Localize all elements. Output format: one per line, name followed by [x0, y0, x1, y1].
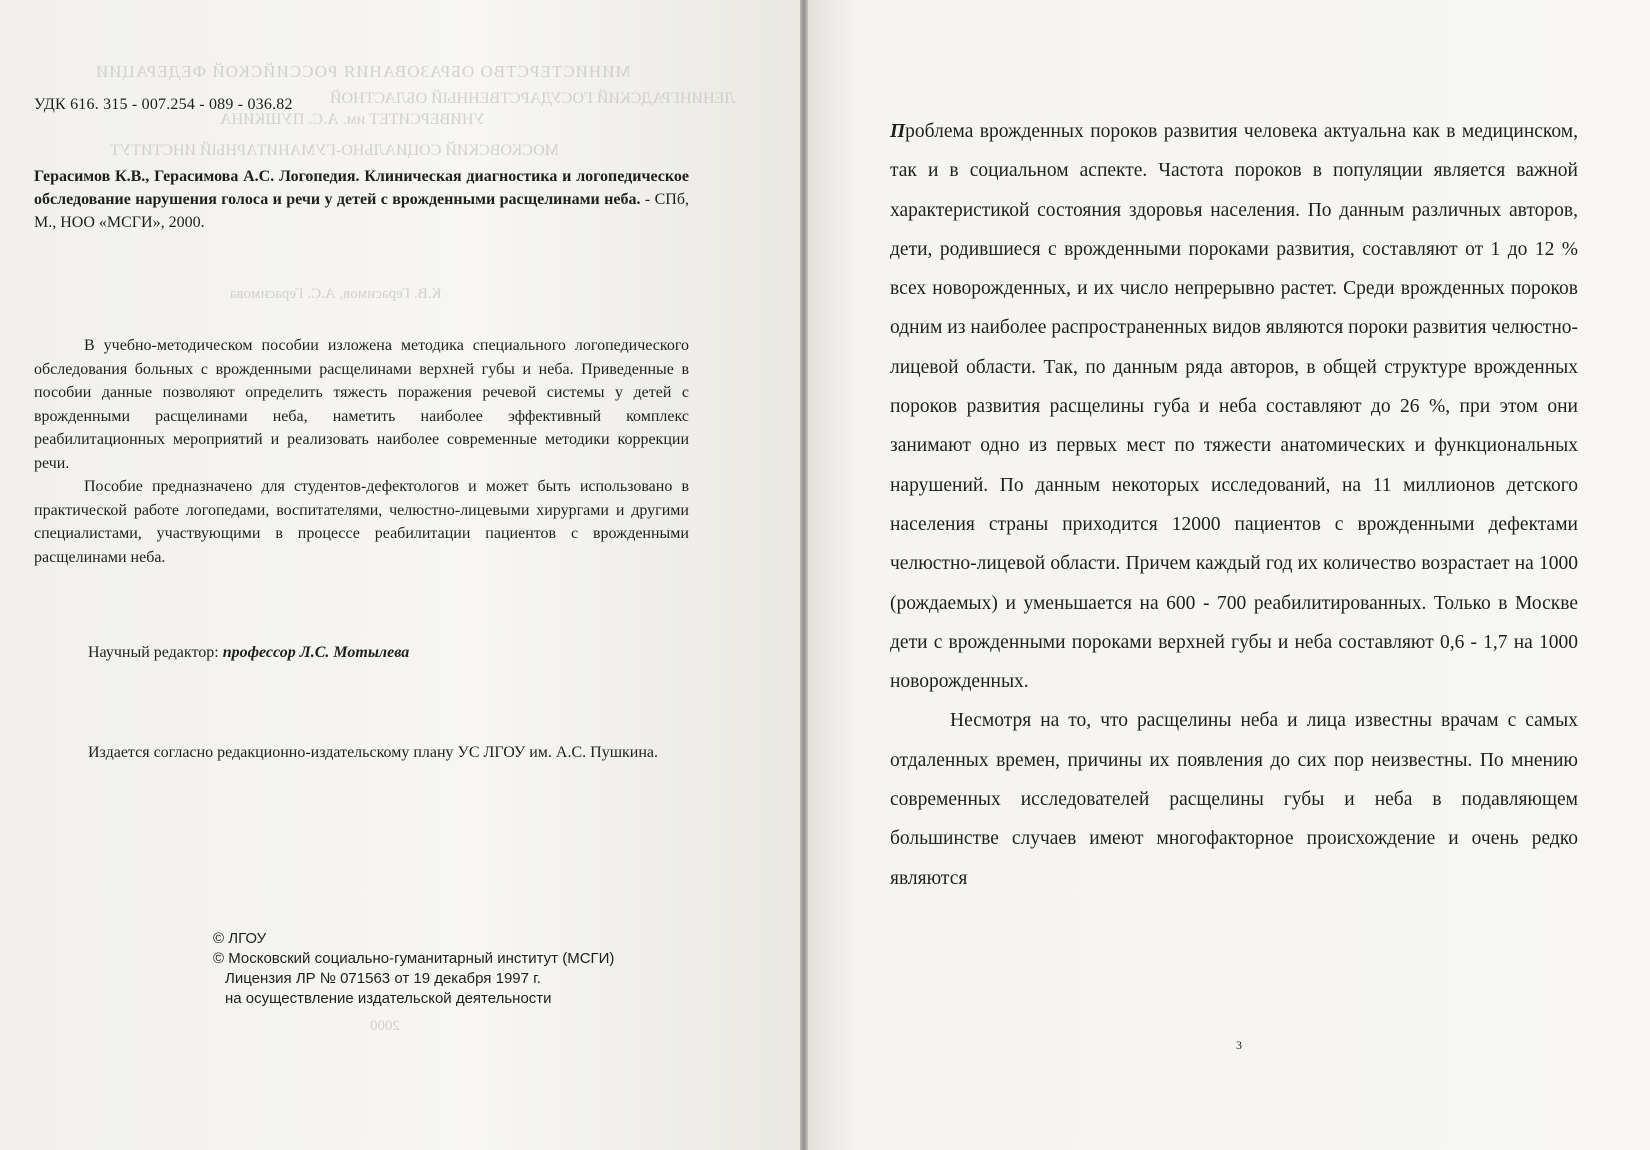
paragraph-body: роблема врожденных пороков развития человека актуальна как в медицинском, так и в социальном аспекте. Частота пороков в популяции является важной характеристикой состояния здоровья населения. По данным различных авторов, дети, родившиеся с врожденными пороками развития, составляют от 1 до 12 % всех новорожденных, и их число непрерывно растет. Среди врожденных пороков одним из наиболее распространенных видов являются пороки развития челюстно-лицевой области. Так, по данным ряда авторов, в общей структуре врожденных пороков развития расщелины губа и неба составляют до 26 %, при этом они занимают одно из первых мест по тяжести анатомических и функциональных нарушений. По данным некоторых исследований, на 11 миллионов детского населения страны приходится 12000 пациентов с врожденными дефектами челюстно-лицевой области. Причем каждый год их количество возрастает на 1000 (рождаемых) и уменьшается на 600 - 700 реабилитированных. Только в Москве дети с врожденными пороками верхней губы и неба составляют 0,6 - 1,7 на 1000 новорожденных.	[890, 121, 1578, 693]
abstract-paragraph: В учебно-методическом пособии изложена методика специального логопедического обследования больных с врожденными расщелинами верхней губы и неба. Приведенные в пособии данные позволяют определить тяжесть поражения речевой системы у детей с врожденными расщелинами неба, наметить наиболее эффективный комплекс реабилитационных мероприятий и реализовать наиболее современные методики коррекции речи.	[34, 337, 689, 472]
copyright-block	[213, 929, 614, 1009]
copyright-line: © ЛГОУ	[213, 930, 267, 947]
bleed-through-line: К.В. Герасимов, А.С. Герасимова	[230, 286, 442, 302]
bleed-through-line: 2000	[370, 1018, 400, 1034]
editor-name: профессор Л.С. Мотылева	[222, 644, 410, 661]
bleed-through-line: ЛЕНИНГРАДСКИЙ ГОСУДАРСТВЕННЫЙ ОБЛАСТНОЙ	[330, 90, 736, 107]
publication-note: Издается согласно редакционно-издательскому плану УС ЛГОУ им. А.С. Пушкина.	[88, 744, 659, 761]
drop-cap: П	[890, 121, 906, 142]
license-line: Лицензия ЛР № 071563 от 19 декабря 1997 г.	[225, 970, 541, 987]
abstract	[34, 334, 689, 569]
editor-label: Научный редактор:	[88, 644, 223, 661]
scientific-editor	[88, 644, 409, 662]
book-gutter	[800, 0, 808, 1150]
bleed-through-line: МОСКОВСКИЙ СОЦИАЛЬНО-ГУМАНИТАРНЫЙ ИНСТИТУТ	[110, 142, 559, 159]
bleed-through-line: МИНИСТЕРСТВО ОБРАЗОВАНИЯ РОССИЙСКОЙ ФЕДЕРАЦИИ	[95, 62, 631, 81]
bibliographic-citation	[34, 165, 689, 234]
main-text	[890, 112, 1578, 898]
udk-code: УДК 616. 315 - 007.254 - 089 - 036.82	[34, 96, 293, 113]
left-page	[0, 0, 800, 1150]
abstract-paragraph: Пособие предназначено для студентов-дефектологов и может быть использовано в практической работе логопедами, воспитателями, челюстно-лицевыми хирургами и другими специалистами, участвующими в процессе реабилитации пациентов с врожденными расщелинами неба.	[34, 478, 689, 566]
license-line: на осуществление издательской деятельности	[225, 990, 552, 1007]
text-paragraph	[890, 112, 1578, 701]
text-paragraph: Несмотря на то, что расщелины неба и лица известны врачам с самых отдаленных времен, причины их появления до сих пор неизвестны. По мнению современных исследователей расщелины губы и неба в подавляющем большинстве случаев имеют многофакторное происхождение и очень редко являются	[890, 710, 1578, 889]
copyright-line: © Московский социально-гуманитарный институт (МСГИ)	[213, 950, 615, 967]
bleed-through-line: УНИВЕРСИТЕТ им. А.С. ПУШКИНА	[220, 111, 485, 128]
page-number: 3	[1236, 1038, 1242, 1052]
citation-title: Герасимов К.В., Герасимова А.С. Логопедия. Клиническая диагностика и логопедическое обследование нарушения голоса и речи у детей с врожденными расщелинами неба.	[34, 168, 689, 208]
citation-imprint: - СПб, М., НОО «МСГИ», 2000.	[34, 191, 689, 231]
